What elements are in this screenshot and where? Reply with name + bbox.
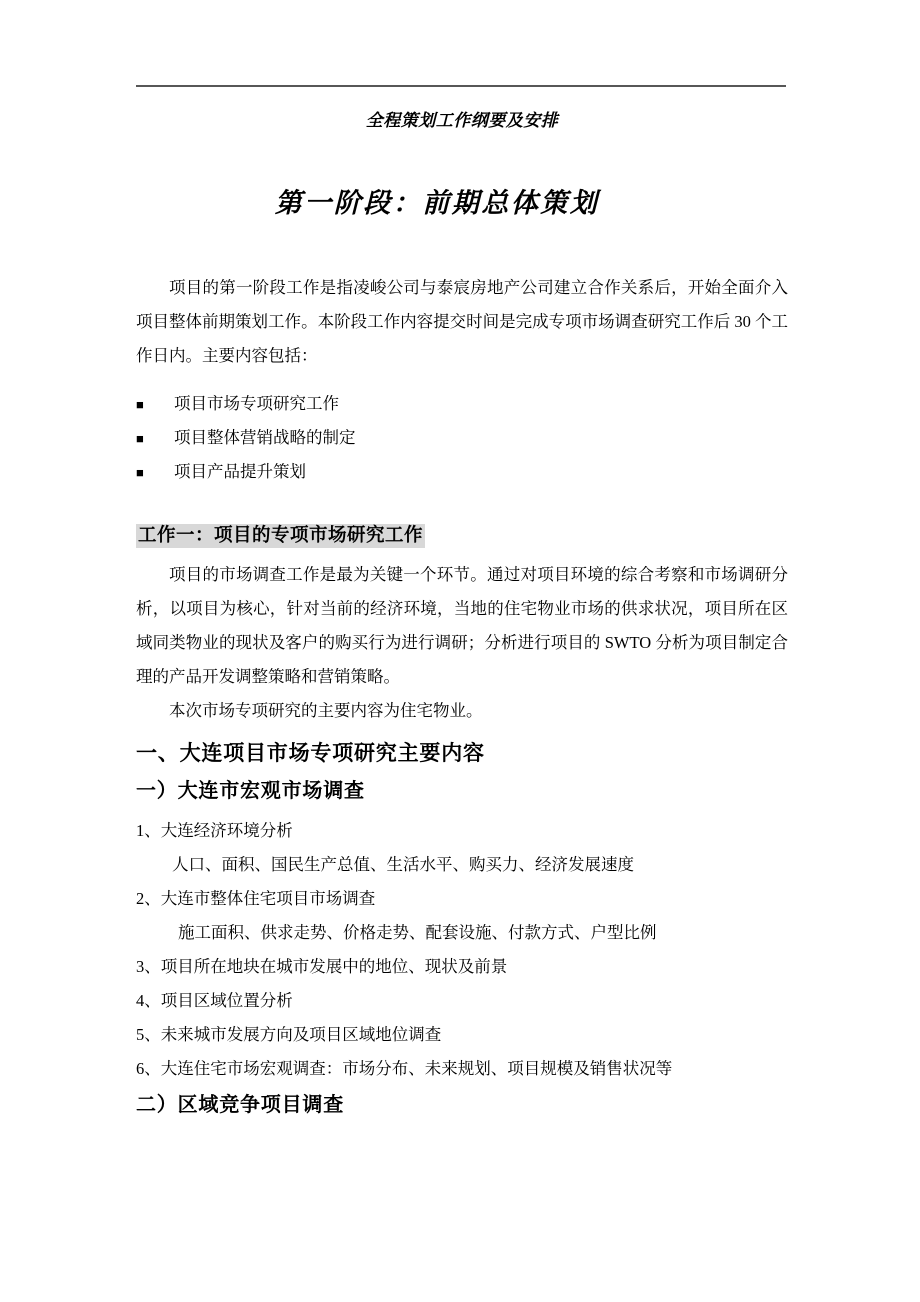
document-title: 全程策划工作纲要及安排 [365, 111, 559, 130]
work-heading-highlighted: 工作一：项目的专项市场研究工作 [138, 525, 424, 546]
list-item-label: 项目产品提升策划 [174, 461, 306, 481]
research-paragraph: 项目的市场调查工作是最为关键一个环节。通过对项目环境的综合考察和市场调研分析，以项目为核心，针对当前的经济环境，当地的住宅物业市场的供求状况，项目所在区域同类物业的现状及客户的购买行为进行调研；分析进行项目的 SWTO 分析为项目制定合理的产品开发调整策略和营销策略。 [136, 564, 788, 686]
list-item-label: 项目市场专项研究工作 [174, 393, 339, 413]
section-heading-level2-competition-survey: 二）区域竞争项目调查 [136, 1093, 344, 1116]
bullet-list [136, 387, 788, 489]
numbered-item: 3、项目所在地块在城市发展中的地位、现状及前景 [136, 956, 508, 976]
stage-heading: 第一阶段：前期总体策划 [274, 187, 600, 218]
square-bullet-icon: ■ [136, 464, 144, 480]
numbered-item: 4、项目区域位置分析 [136, 990, 293, 1010]
scope-paragraph: 本次市场专项研究的主要内容为住宅物业。 [169, 700, 483, 720]
header-divider [136, 85, 786, 87]
numbered-item: 6、大连住宅市场宏观调查：市场分布、未来规划、项目规模及销售状况等 [136, 1058, 673, 1078]
numbered-item: 5、未来城市发展方向及项目区域地位调查 [136, 1024, 442, 1044]
list-item-label: 项目整体营销战略的制定 [174, 427, 356, 447]
sub-item: 施工面积、供求走势、价格走势、配套设施、付款方式、户型比例 [178, 922, 657, 942]
square-bullet-icon: ■ [136, 430, 144, 446]
intro-paragraph: 项目的第一阶段工作是指凌峻公司与泰宸房地产公司建立合作关系后，开始全面介入项目整体前期策划工作。本阶段工作内容提交时间是完成专项市场调查研究工作后 30 个工作日内。主要内容包括： [136, 277, 788, 365]
page-content [136, 0, 788, 1124]
square-bullet-icon: ■ [136, 396, 144, 412]
section-heading-level2-macro-survey: 一）大连市宏观市场调查 [136, 779, 365, 802]
section-heading-level1: 一、大连项目市场专项研究主要内容 [136, 740, 485, 765]
list-item [136, 421, 788, 455]
sub-item: 人口、面积、国民生产总值、生活水平、购买力、经济发展速度 [172, 854, 634, 874]
work-heading-row [136, 519, 788, 554]
list-item [136, 455, 788, 489]
list-item [136, 387, 788, 421]
numbered-item: 2、大连市整体住宅项目市场调查 [136, 888, 376, 908]
numbered-list [136, 814, 788, 1086]
numbered-item: 1、大连经济环境分析 [136, 820, 293, 840]
